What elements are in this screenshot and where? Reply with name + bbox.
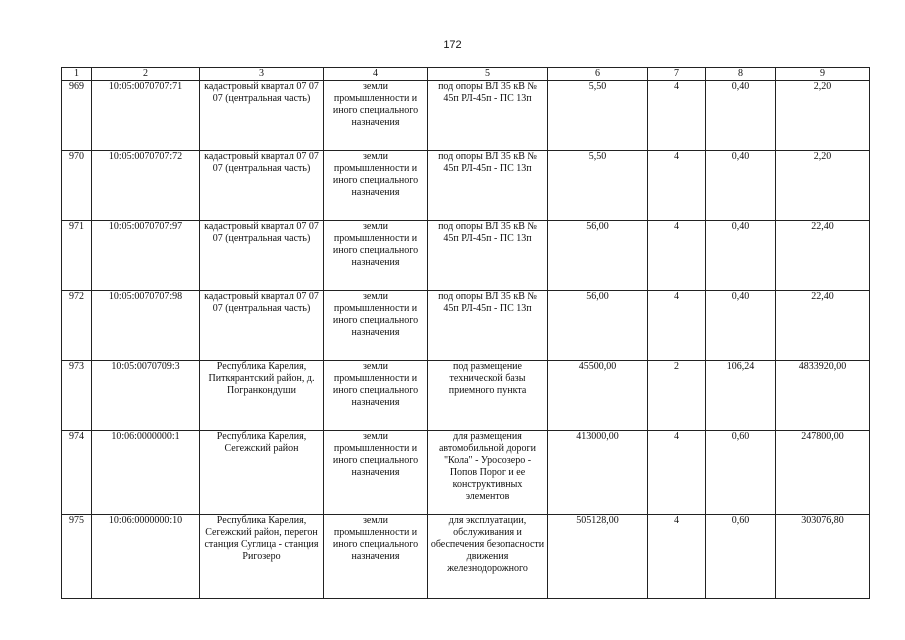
column-header: 1 [62,68,92,81]
table-row [62,151,870,221]
column-8-value: 0,40 [706,81,776,151]
permitted-use: под размещение технической базы приемного пункта [428,361,548,431]
land-category: земли промышленности и иного специального назначения [324,81,428,151]
area-value: 5,50 [548,151,648,221]
column-7-value: 2 [648,361,706,431]
page-number: 172 [443,39,462,51]
column-header: 3 [200,68,324,81]
column-9-value: 303076,80 [776,515,870,599]
location: Республика Карелия, Питкярантский район, д. Погранкондуши [200,361,324,431]
row-number: 970 [62,151,92,221]
column-9-value: 2,20 [776,151,870,221]
location: кадастровый квартал 07 07 07 (центральная часть) [200,291,324,361]
column-9-value: 22,40 [776,291,870,361]
land-category: земли промышленности и иного специального назначения [324,291,428,361]
permitted-use: для эксплуатации, обслуживания и обеспечения безопасности движения железнодорожного [428,515,548,599]
land-category: земли промышленности и иного специального назначения [324,361,428,431]
column-9-value: 4833920,00 [776,361,870,431]
permitted-use: под опоры ВЛ 35 кВ № 45п РЛ-45п - ПС 13п [428,151,548,221]
column-8-value: 0,40 [706,221,776,291]
area-value: 56,00 [548,291,648,361]
permitted-use: под опоры ВЛ 35 кВ № 45п РЛ-45п - ПС 13п [428,221,548,291]
column-8-value: 0,40 [706,291,776,361]
table-row [62,221,870,291]
column-header: 7 [648,68,706,81]
area-value: 505128,00 [548,515,648,599]
column-9-value: 22,40 [776,221,870,291]
location: кадастровый квартал 07 07 07 (центральная часть) [200,221,324,291]
location: Республика Карелия, Сегежский район [200,431,324,515]
row-number: 973 [62,361,92,431]
column-8-value: 0,60 [706,515,776,599]
column-7-value: 4 [648,431,706,515]
column-7-value: 4 [648,221,706,291]
table-row [62,431,870,515]
land-category: земли промышленности и иного специального назначения [324,515,428,599]
permitted-use: под опоры ВЛ 35 кВ № 45п РЛ-45п - ПС 13п [428,81,548,151]
cadastral-number: 10:05:0070707:98 [92,291,200,361]
land-category: земли промышленности и иного специального назначения [324,431,428,515]
land-category: земли промышленности и иного специального назначения [324,221,428,291]
table-row [62,515,870,599]
column-header: 9 [776,68,870,81]
column-header: 4 [324,68,428,81]
table-row [62,291,870,361]
area-value: 5,50 [548,81,648,151]
cadastral-number: 10:05:0070709:3 [92,361,200,431]
land-category: земли промышленности и иного специального назначения [324,151,428,221]
row-number: 974 [62,431,92,515]
column-9-value: 2,20 [776,81,870,151]
cadastral-number: 10:06:0000000:1 [92,431,200,515]
column-header: 8 [706,68,776,81]
column-8-value: 0,40 [706,151,776,221]
column-header: 6 [548,68,648,81]
location: кадастровый квартал 07 07 07 (центральная часть) [200,81,324,151]
cadastral-number: 10:05:0070707:71 [92,81,200,151]
cadastral-number: 10:05:0070707:97 [92,221,200,291]
land-register-table [61,67,870,599]
column-8-value: 0,60 [706,431,776,515]
column-header: 2 [92,68,200,81]
permitted-use: под опоры ВЛ 35 кВ № 45п РЛ-45п - ПС 13п [428,291,548,361]
column-9-value: 247800,00 [776,431,870,515]
column-7-value: 4 [648,81,706,151]
table-row [62,361,870,431]
table-row [62,81,870,151]
column-7-value: 4 [648,515,706,599]
location: Республика Карелия, Сегежский район, перегон станция Суглица - станция Ригозеро [200,515,324,599]
permitted-use: для размещения автомобильной дороги "Кола" - Уросозеро - Попов Порог и ее конструктивных элементов [428,431,548,515]
cadastral-number: 10:05:0070707:72 [92,151,200,221]
column-8-value: 106,24 [706,361,776,431]
column-7-value: 4 [648,151,706,221]
row-number: 971 [62,221,92,291]
area-value: 56,00 [548,221,648,291]
area-value: 413000,00 [548,431,648,515]
row-number: 975 [62,515,92,599]
area-value: 45500,00 [548,361,648,431]
row-number: 972 [62,291,92,361]
column-7-value: 4 [648,291,706,361]
location: кадастровый квартал 07 07 07 (центральная часть) [200,151,324,221]
header-row [62,68,870,81]
column-header: 5 [428,68,548,81]
row-number: 969 [62,81,92,151]
cadastral-number: 10:06:0000000:10 [92,515,200,599]
